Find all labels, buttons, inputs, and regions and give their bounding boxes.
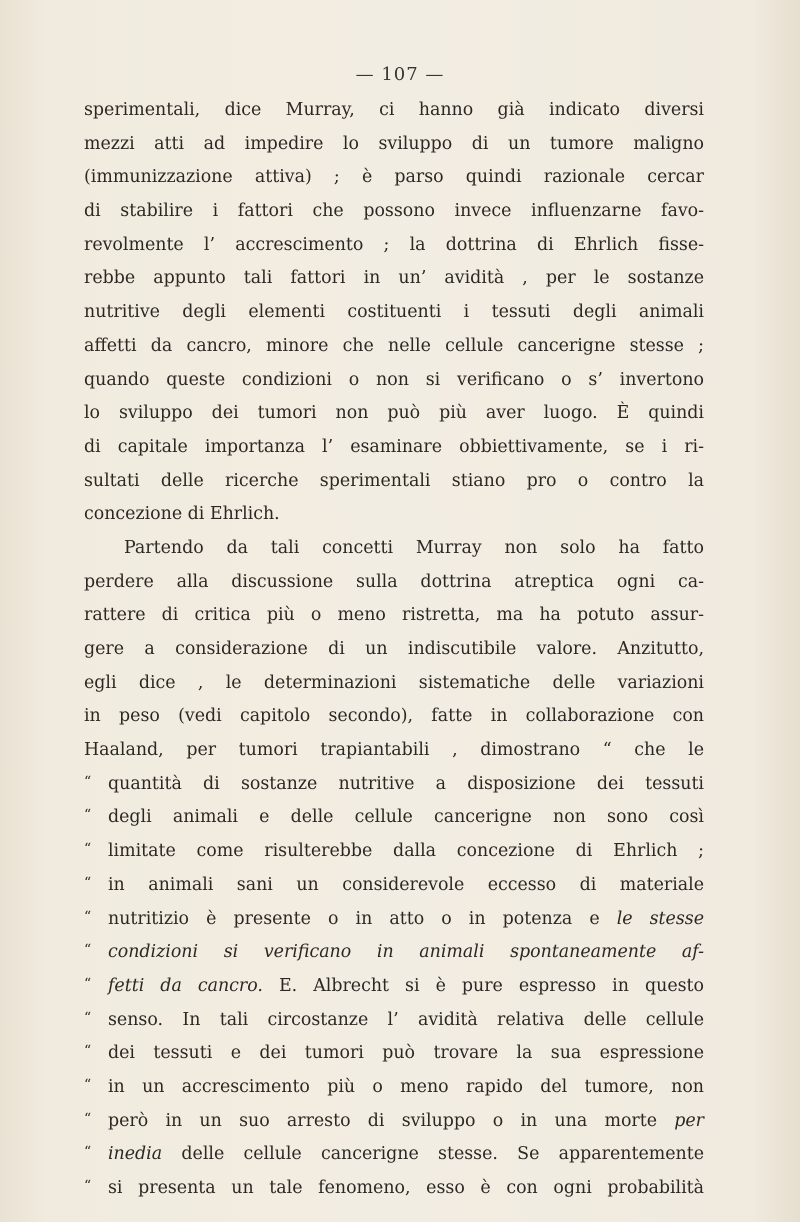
quoted-text: però in un suo arresto di sviluppo o in una morte [108,1110,658,1131]
quoted-text: senso. In tali circostanze l’ avidità relativa delle cellule [108,1009,704,1030]
quoted-line [84,869,704,903]
quote-mark: “ [84,1178,92,1194]
quoted-text: in animali sani un considerevole eccesso di materiale [108,874,704,895]
quote-mark: “ [84,773,92,790]
quoted-line [84,1138,704,1172]
quoted-text: limitate come risulterebbe dalla concezione di Ehrlich ; [108,841,704,862]
quoted-line [84,835,704,869]
text-line: rebbe appunto tali fattori in un’ avidità , per le sostanze [84,268,704,289]
quote-mark: “ [84,942,92,959]
italic-text: le stesse [616,908,704,929]
text-line: nutritive degli elementi costituenti i tessuti degli animali [84,302,704,323]
quoted-text: degli animali e delle cellule cancerigne non sono così [108,807,704,828]
quoted-line [84,768,704,802]
text-line: sperimentali, dice Murray, ci hanno già indicato diversi [84,100,704,120]
quoted-line [84,970,704,1004]
text-line: Haaland, per tumori trapiantabili , dimostrano “ che le [84,740,704,761]
italic-text: fetti da cancro. [108,975,263,996]
quoted-text: in un accrescimento più o meno rapido del tumore, non [108,1076,704,1097]
quoted-text: si presenta un tale fenomeno, esso è con ogni probabilità [108,1178,704,1198]
quoted-line [84,1071,704,1105]
body-text [84,94,704,1206]
quoted-line [84,1172,704,1206]
quoted-line [84,1037,704,1071]
quote-mark: “ [84,908,92,925]
quoted-line [84,801,704,835]
page-number: — 107 — [355,64,445,85]
text-line: (immunizzazione attiva) ; è parso quindi razionale cercar [84,167,704,188]
quote-mark: “ [84,841,92,858]
text-line: rattere di critica più o meno ristretta, ma ha potuto assur- [84,605,704,626]
quote-mark: “ [84,807,92,824]
text-line: mezzi atti ad impedire lo sviluppo di un tumore maligno [84,133,704,154]
quoted-line [84,936,704,970]
text-line: egli dice , le determinazioni sistematiche delle variazioni [84,672,704,693]
quote-mark: “ [84,874,92,891]
quoted-line [84,1105,704,1139]
italic-text: per [674,1110,704,1131]
italic-text: condizioni si verificano in animali spontaneamente af- [108,942,704,963]
text-line: perdere alla discussione sulla dottrina atreptica ogni ca- [84,571,704,592]
quote-mark: “ [84,1144,92,1161]
text-line: lo sviluppo dei tumori non può più aver luogo. È quindi [84,403,704,424]
quote-mark: “ [84,1009,92,1026]
quote-mark: “ [84,1043,92,1060]
text-line: di stabilire i fattori che possono invece influenzarne favo- [84,201,704,222]
quoted-line [84,1004,704,1038]
italic-text: inedia [108,1144,163,1165]
text-line: in peso (vedi capitolo secondo), fatte in collaborazione con [84,706,704,727]
quoted-text: dei tessuti e dei tumori può trovare la sua espressione [108,1043,704,1064]
text-line: affetti da cancro, minore che nelle cellule cancerigne stesse ; [84,335,704,356]
quoted-text: E. Albrecht si è pure espresso in questo [278,975,704,996]
quoted-text: delle cellule cancerigne stesse. Se apparentemente [181,1144,704,1165]
quoted-text: quantità di sostanze nutritive a disposizione dei tessuti [108,773,704,794]
text-line: di capitale importanza l’ esaminare obbiettivamente, se i ri- [84,436,704,457]
text-line: gere a considerazione di un indiscutibile valore. Anzitutto, [84,639,704,659]
text-line: concezione di Ehrlich. [84,504,280,525]
quoted-line [84,903,704,937]
quote-mark: “ [84,975,92,992]
text-line: revolmente l’ accrescimento ; la dottrina di Ehrlich fisse- [84,234,704,255]
text-line: sultati delle ricerche sperimentali stiano pro o contro la [84,470,704,491]
text-line: quando queste condizioni o non si verificano o s’ invertono [84,369,704,390]
text-line: Partendo da tali concetti Murray non solo ha fatto [124,537,704,558]
quote-mark: “ [84,1110,92,1127]
quote-mark: “ [84,1076,92,1093]
quoted-text: nutritizio è presente o in atto o in potenza e [108,908,600,929]
